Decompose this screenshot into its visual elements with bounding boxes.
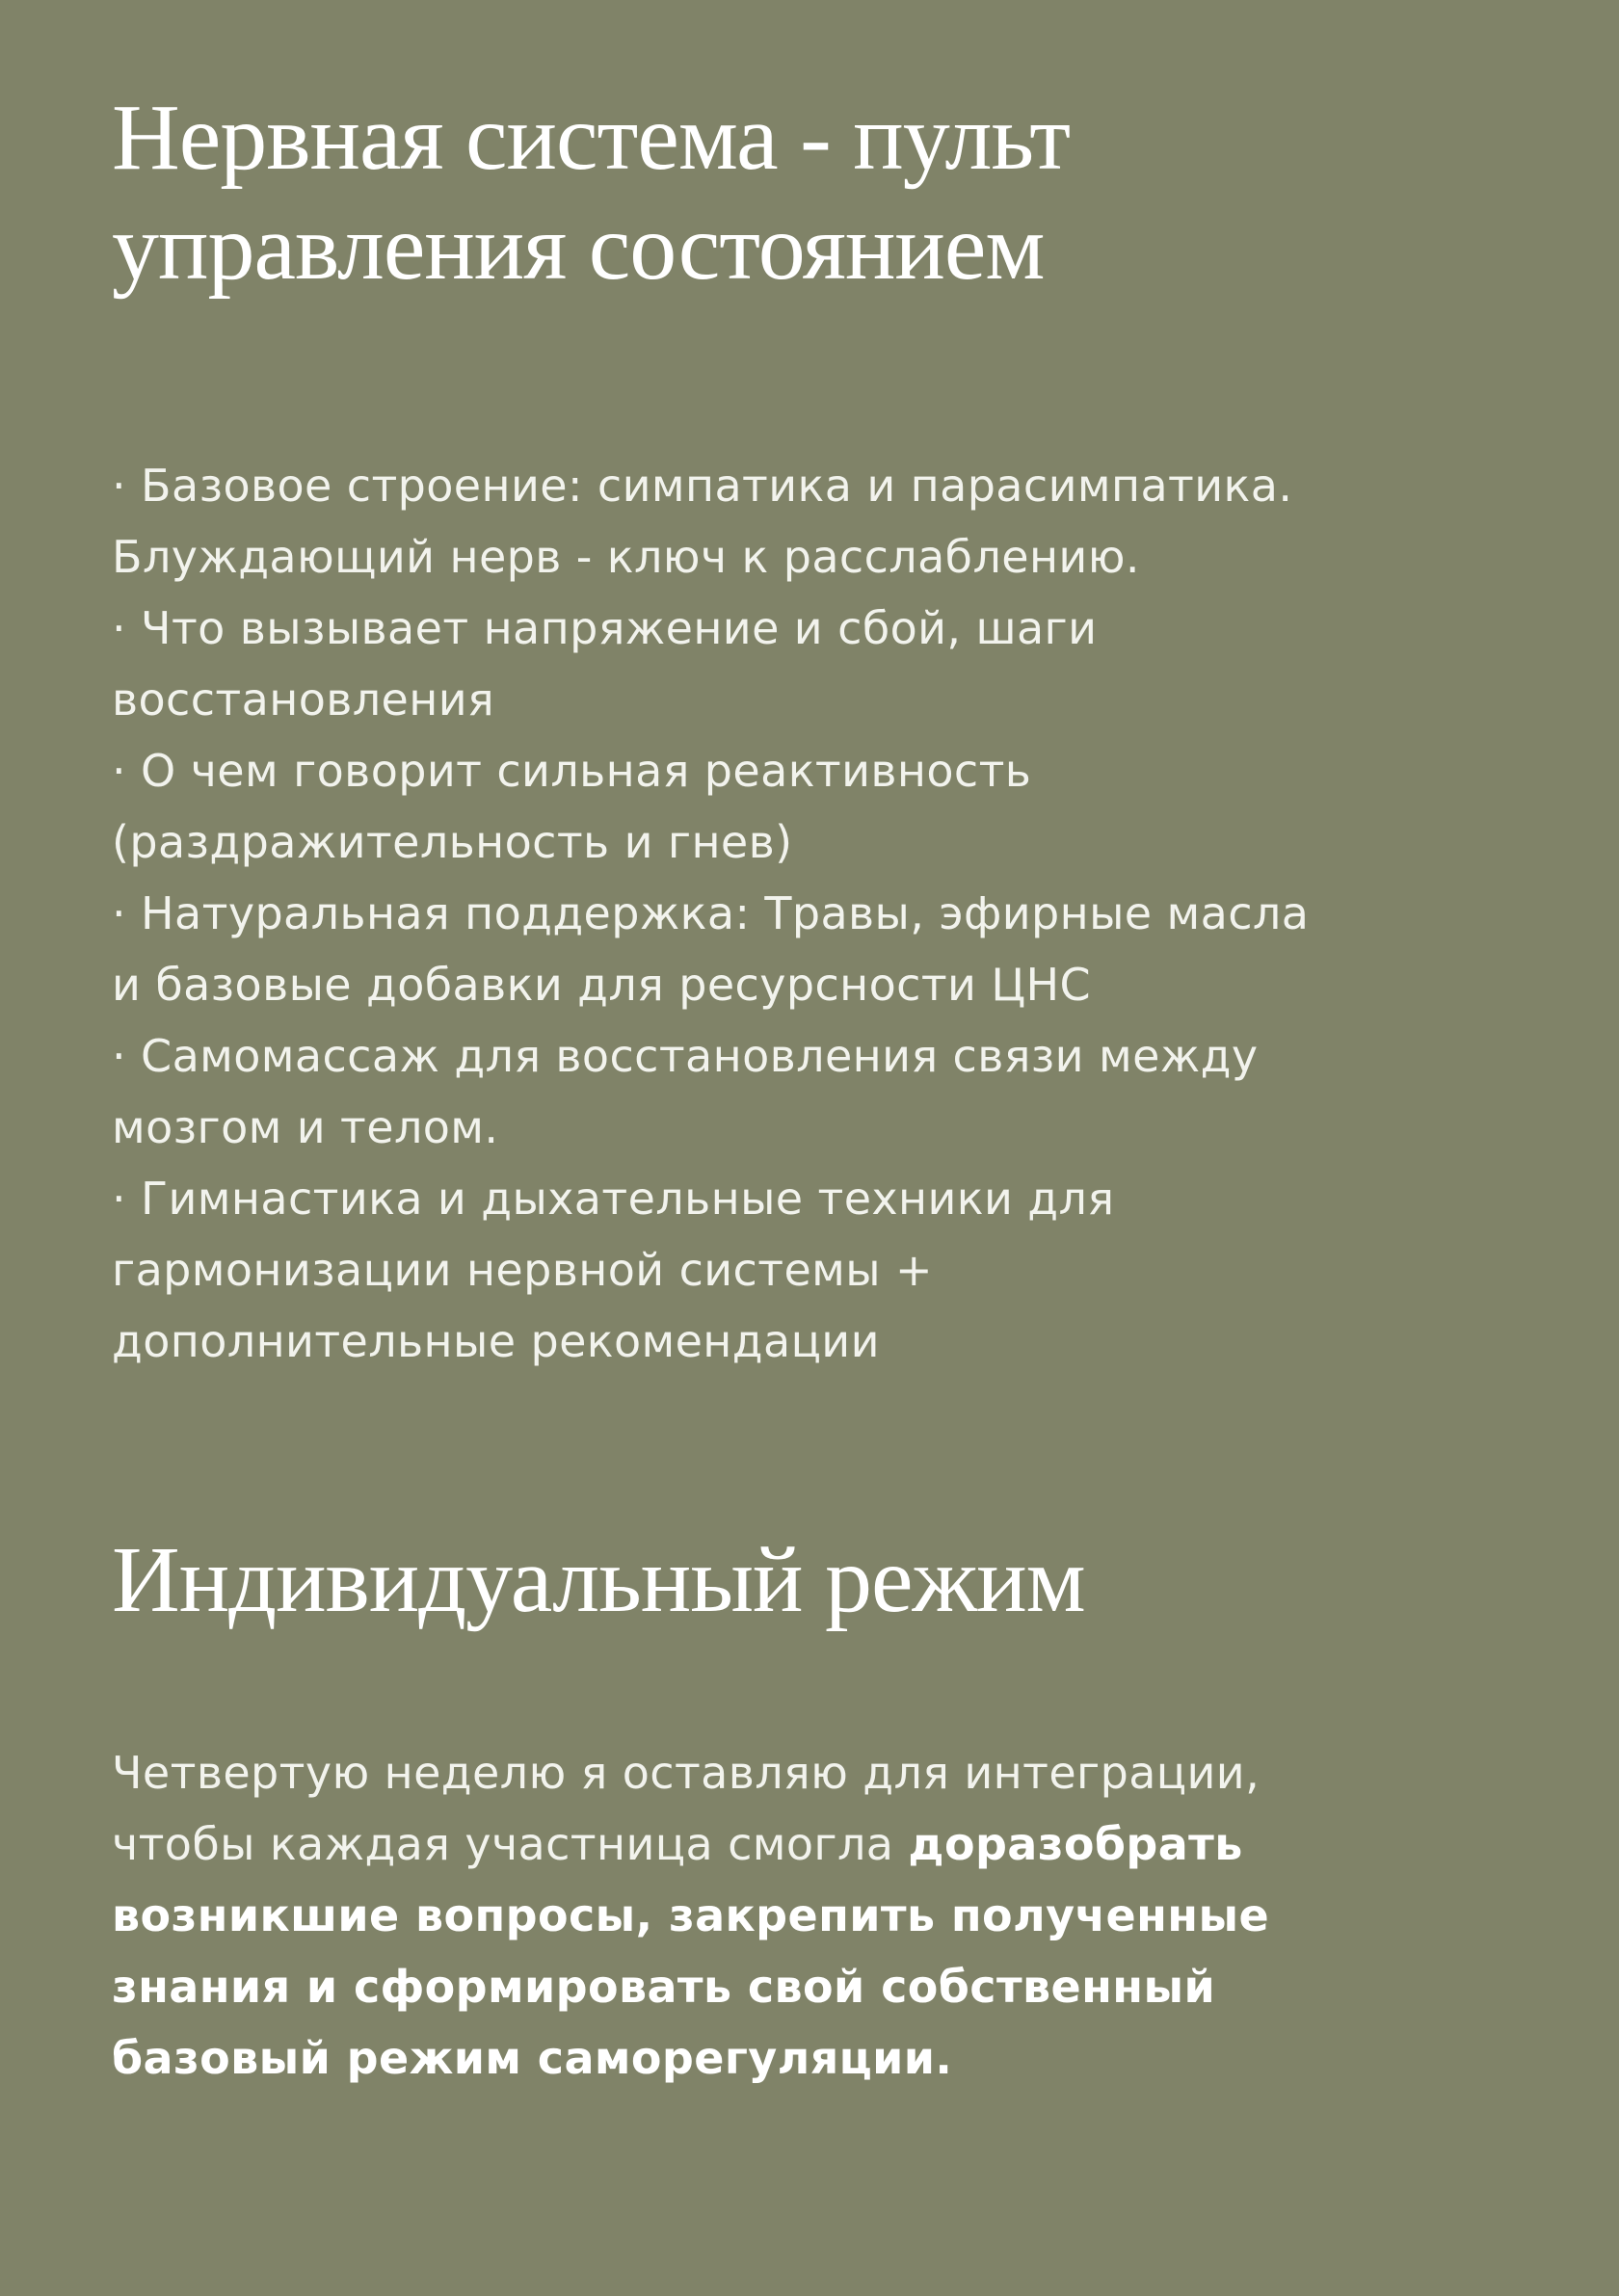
paragraph-emphasis: базовый режим саморегуляции.	[112, 2032, 953, 2084]
list-item	[112, 878, 1309, 1020]
topic-list	[112, 450, 1309, 1377]
section-title-line: управления состоянием	[112, 196, 1045, 300]
list-item	[112, 1163, 1309, 1377]
list-item	[112, 735, 1309, 878]
list-item-line: дополнительные рекомендации	[112, 1315, 880, 1367]
paragraph-line	[112, 2022, 1269, 2094]
list-item-line: Блуждающий нерв - ключ к расслаблению.	[112, 531, 1140, 583]
list-item-line: мозгом и телом.	[112, 1101, 499, 1153]
list-item-line: и базовые добавки для ресурсности ЦНС	[112, 959, 1091, 1011]
list-item-line: восстановления	[112, 673, 495, 726]
paragraph-line	[112, 1951, 1269, 2022]
list-item	[112, 593, 1309, 735]
paragraph-line	[112, 1880, 1269, 1951]
paragraph-line	[112, 1808, 1269, 1880]
list-item-line: · Базовое строение: симпатика и парасимпатика.	[112, 460, 1293, 512]
paragraph-text: чтобы каждая участница смогла	[112, 1818, 909, 1870]
integration-paragraph	[112, 1737, 1269, 2094]
list-item-line: · О чем говорит сильная реактивность	[112, 745, 1032, 797]
list-item	[112, 1020, 1309, 1163]
list-item-line: · Самомассаж для восстановления связи между	[112, 1030, 1259, 1082]
section-title-line: Нервная система - пульт	[112, 86, 1071, 190]
list-item-line: · Что вызывает напряжение и сбой, шаги	[112, 602, 1098, 654]
list-item-line: гармонизации нервной системы +	[112, 1244, 933, 1296]
paragraph-emphasis: доразобрать	[908, 1818, 1243, 1870]
paragraph-line: Четвертую неделю я оставляю для интеграции,	[112, 1747, 1261, 1799]
section-title-nervous-system	[112, 83, 1070, 303]
paragraph-emphasis: знания и сформировать свой собственный	[112, 1961, 1216, 2013]
list-item	[112, 450, 1309, 593]
section-title-individual-mode	[112, 1525, 1085, 1635]
list-item-line: · Натуральная поддержка: Травы, эфирные масла	[112, 887, 1310, 939]
section-title-line: Индивидуальный режим	[112, 1528, 1085, 1632]
list-item-line: (раздражительность и гнев)	[112, 816, 793, 868]
paragraph-emphasis: возникшие вопросы, закрепить полученные	[112, 1889, 1270, 1941]
list-item-line: · Гимнастика и дыхательные техники для	[112, 1173, 1115, 1225]
